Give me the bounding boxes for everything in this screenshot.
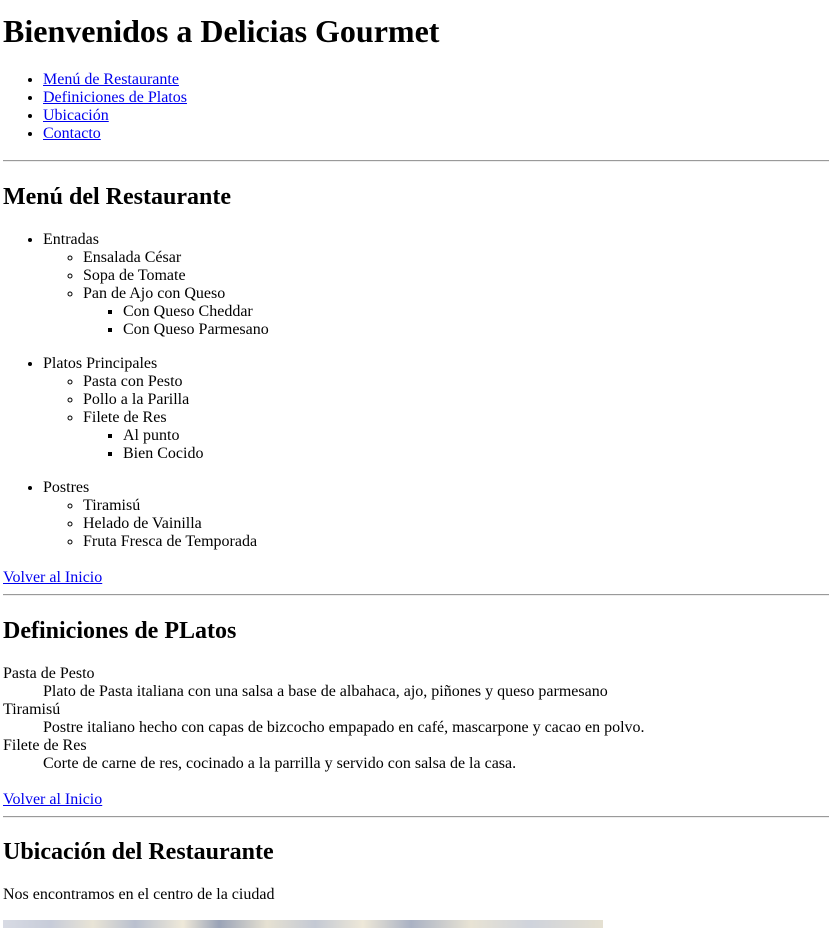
- course-postres: [43, 479, 827, 551]
- nav-link-definitions[interactable]: Definiciones de Platos: [43, 89, 187, 106]
- divider: [3, 816, 829, 818]
- menu-item: ◦ Helado de Vainilla: [83, 515, 827, 533]
- menu-item-label: Pan de Ajo con Queso: [83, 285, 226, 302]
- nav-link-menu[interactable]: Menú de Restaurante: [43, 71, 179, 88]
- course-label: Platos Principales: [43, 355, 158, 372]
- course-items: [43, 373, 827, 463]
- map-image: [3, 920, 603, 928]
- location-section-title: Ubicación del Restaurante: [3, 839, 274, 865]
- menu-option: ▪ Bien Cocido: [123, 445, 827, 463]
- definition-description: Corte de carne de res, cocinado a la parrilla y servido con salsa de la casa.: [43, 755, 517, 772]
- menu-option: ▪ Con Queso Parmesano: [123, 321, 827, 339]
- back-link-row: [3, 791, 827, 809]
- definition-term: Filete de Res: [3, 737, 87, 754]
- menu-item: [83, 285, 827, 339]
- location-text: Nos encontramos en el centro de la ciudad: [3, 886, 275, 903]
- nav-item-contact: [43, 125, 827, 143]
- nav-link-location[interactable]: Ubicación: [43, 107, 109, 124]
- menu-section: [3, 183, 827, 587]
- back-to-top-link[interactable]: Volver al Inicio: [3, 569, 103, 586]
- definition-term: Tiramisú: [3, 701, 61, 718]
- menu-item-options: [83, 303, 827, 339]
- course-items: [43, 497, 827, 551]
- back-to-top-link[interactable]: Volver al Inicio: [3, 791, 103, 808]
- definition-description: Postre italiano hecho con capas de bizcocho empapado en café, mascarpone y cacao en polvo.: [43, 719, 645, 736]
- menu-list: [3, 231, 827, 551]
- menu-section-title: Menú del Restaurante: [3, 184, 231, 210]
- menu-item: ◦ Pasta con Pesto: [83, 373, 827, 391]
- course-label: Postres: [43, 479, 90, 496]
- menu-option: ▪ Con Queso Cheddar: [123, 303, 827, 321]
- divider: [3, 160, 829, 162]
- nav-item-location: [43, 107, 827, 125]
- page: [0, 13, 830, 928]
- page-title: Bienvenidos a Delicias Gourmet: [3, 13, 440, 49]
- definitions-section-title: Definiciones de PLatos: [3, 618, 237, 644]
- menu-item: ◦ Pollo a la Parilla: [83, 391, 827, 409]
- menu-item: ◦ Tiramisú: [83, 497, 827, 515]
- nav-link-contact[interactable]: Contacto: [43, 125, 101, 142]
- location-section: [3, 838, 827, 928]
- course-entradas: [43, 231, 827, 339]
- divider: [3, 594, 829, 596]
- menu-item: ◦ Sopa de Tomate: [83, 267, 827, 285]
- back-link-row: [3, 569, 827, 587]
- menu-item: [83, 409, 827, 463]
- menu-option: ▪ Al punto: [123, 427, 827, 445]
- menu-item: ◦ Ensalada César: [83, 249, 827, 267]
- menu-item-label: Filete de Res: [83, 409, 167, 426]
- nav-item-definitions: [43, 89, 827, 107]
- nav-item-menu: [43, 71, 827, 89]
- definitions-section: [3, 617, 827, 809]
- definition-description: Plato de Pasta italiana con una salsa a base de albahaca, ajo, piñones y queso parmesano: [43, 683, 608, 700]
- course-platos-principales: [43, 355, 827, 463]
- main-nav: [3, 71, 827, 143]
- menu-item: ◦ Fruta Fresca de Temporada: [83, 533, 827, 551]
- definitions-list: [3, 665, 827, 773]
- menu-item-options: [83, 427, 827, 463]
- course-label: Entradas: [43, 231, 99, 248]
- definition-term: Pasta de Pesto: [3, 665, 95, 682]
- course-items: [43, 249, 827, 339]
